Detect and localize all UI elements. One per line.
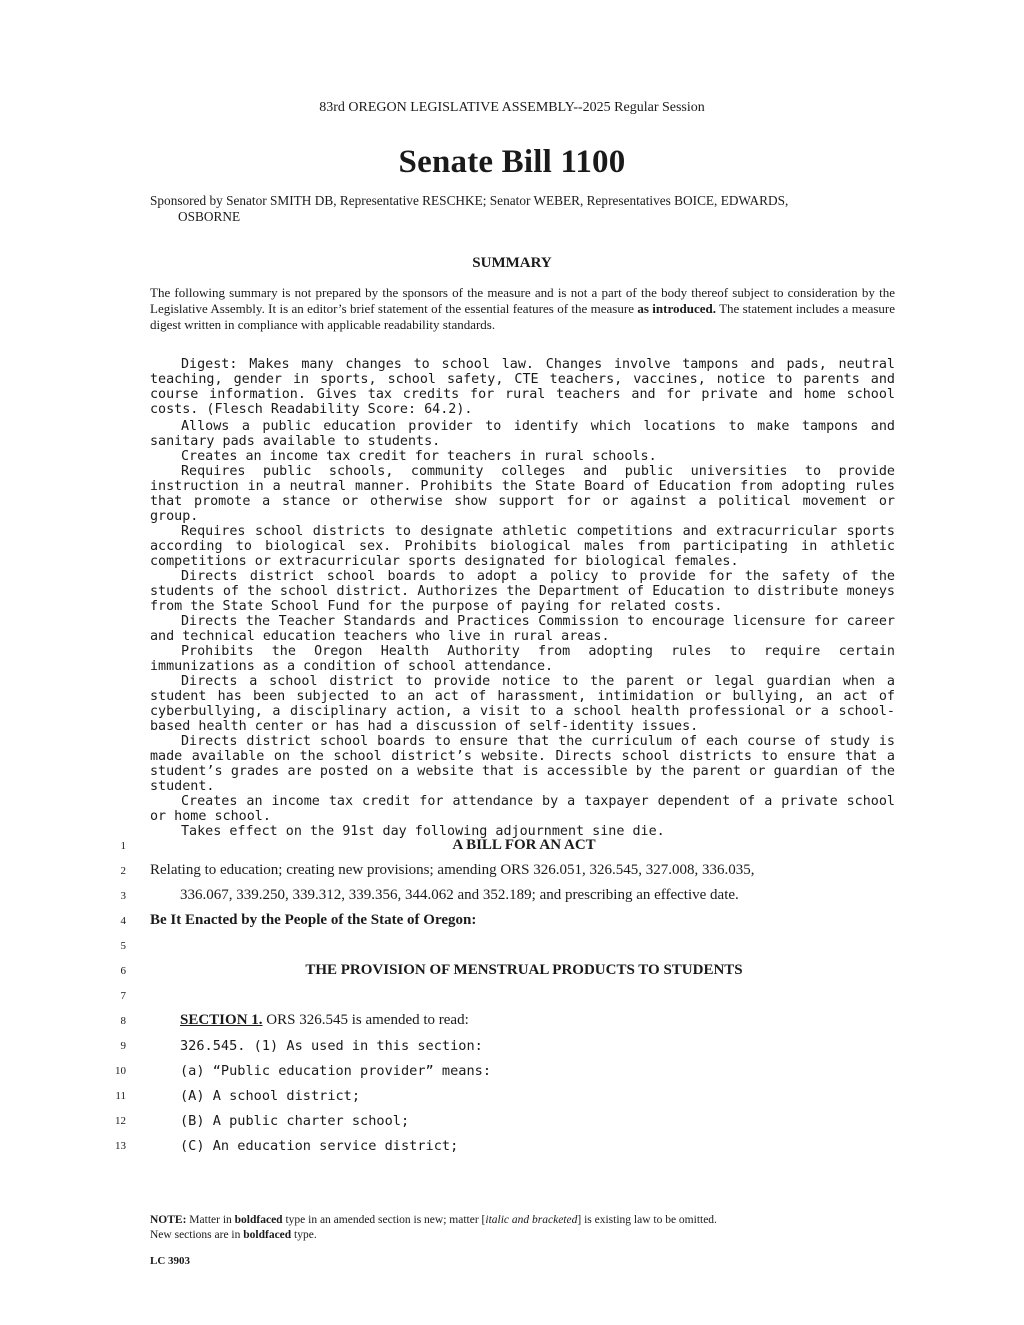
line-number: 9	[120, 1040, 126, 1052]
line-number: 10	[115, 1065, 126, 1077]
digest-paragraph: Creates an income tax credit for attendance by a taxpayer dependent of a private school or home school.	[150, 794, 895, 824]
bill-line-11: (A) A school district;	[180, 1088, 361, 1104]
bill-heading: A BILL FOR AN ACT	[452, 837, 596, 853]
summary-intro	[150, 285, 895, 333]
note-italic: italic and bracketed	[485, 1214, 578, 1226]
session-header: 83rd OREGON LEGISLATIVE ASSEMBLY--2025 Regular Session	[319, 100, 705, 115]
section-text: ORS 326.545 is amended to read:	[262, 1012, 469, 1028]
line-number: 13	[115, 1140, 126, 1152]
summary-heading: SUMMARY	[472, 255, 552, 271]
digest-paragraph: Directs a school district to provide notice to the parent or legal guardian when a student has been subjected to an act of harassment, intimidation or bullying, an act of cyberbullying, a disciplinary action, a visit to a school health professional or a school-based health center or has had a discussion of self-identity issues.	[150, 674, 895, 734]
note-text: Matter in	[186, 1214, 235, 1226]
note-text: ] is existing law to be omitted.	[577, 1214, 717, 1226]
summary-intro-text-b: The statement includes a measure digest written in compliance with applicable readability standards.	[150, 301, 896, 332]
note-text: type in an amended section is new; matter [	[282, 1214, 486, 1226]
digest-paragraph: Takes effect on the 91st day following adjournment sine die.	[181, 824, 665, 839]
note-text: type.	[291, 1229, 317, 1241]
footnote-line-1	[150, 1213, 910, 1228]
digest-paragraph: Allows a public education provider to identify which locations to make tampons and sanitary pads available to students.	[150, 419, 895, 449]
line-number: 6	[120, 965, 126, 977]
sponsors-line-1: Sponsored by Senator SMITH DB, Representative RESCHKE; Senator WEBER, Representatives BOICE, EDWARDS,	[150, 193, 789, 208]
line-number: 8	[120, 1015, 126, 1027]
digest-paragraph: Digest: Makes many changes to school law. Changes involve tampons and pads, neutral teaching, gender in sports, school safety, CTE teachers, vaccines, notice to parents and course information. Gives tax credits for rural teachers and for private and home school costs. (Flesch Readability Score: 64.2).	[150, 357, 895, 417]
digest-paragraph: Directs district school boards to adopt a policy to provide for the safety of the students of the school district. Authorizes the Department of Education to distribute moneys from the State School Fund for the purpose of paying for related costs.	[150, 569, 895, 614]
bill-title: Senate Bill 1100	[398, 144, 626, 180]
bill-line-12: (B) A public charter school;	[180, 1113, 410, 1129]
line-number: 1	[120, 840, 126, 852]
note-bold: boldfaced	[243, 1229, 292, 1241]
section-1-line	[180, 1012, 469, 1029]
line-number: 3	[120, 890, 126, 902]
line-number: 5	[120, 940, 126, 952]
line-number: 4	[120, 915, 126, 927]
digest-paragraph: Requires public schools, community colleges and public universities to provide instruction in a neutral manner. Prohibits the State Board of Education from adopting rules that promote a stance or otherwise show support for or against a political movement or group.	[150, 464, 895, 524]
relating-line-2: 336.067, 339.250, 339.312, 339.356, 344.062 and 352.189; and prescribing an effective date.	[180, 887, 739, 903]
digest	[150, 357, 895, 839]
note-text: New sections are in	[150, 1229, 244, 1241]
digest-paragraph: Directs the Teacher Standards and Practices Commission to encourage licensure for career and technical education teachers who live in rural areas.	[150, 614, 895, 644]
line-number: 12	[115, 1115, 126, 1127]
bill-line-10: (a) “Public education provider” means:	[180, 1063, 491, 1079]
section-heading: THE PROVISION OF MENSTRUAL PRODUCTS TO STUDENTS	[305, 962, 743, 978]
relating-line-1: Relating to education; creating new provisions; amending ORS 326.051, 326.545, 327.008, 336.035,	[150, 862, 755, 878]
enacting-clause: Be It Enacted by the People of the State of Oregon:	[150, 912, 477, 928]
digest-paragraph: Prohibits the Oregon Health Authority from adopting rules to require certain immunizations as a condition of school attendance.	[150, 644, 895, 674]
section-label: SECTION 1.	[180, 1012, 263, 1028]
footnote-line-2	[150, 1228, 910, 1243]
digest-paragraph: Directs district school boards to ensure that the curriculum of each course of study is made available on the school district’s website. Directs school districts to ensure that a student’s grades are posted on a website that is accessible by the parent or guardian of the student.	[150, 734, 895, 794]
line-number: 7	[120, 990, 126, 1002]
bill-line-13: (C) An education service district;	[180, 1138, 459, 1154]
sponsors	[150, 193, 898, 225]
bill-line-9: 326.545. (1) As used in this section:	[180, 1038, 483, 1054]
footnote	[150, 1213, 910, 1243]
note-bold: boldfaced	[234, 1214, 283, 1226]
lc-number: LC 3903	[150, 1255, 191, 1267]
digest-paragraph: Creates an income tax credit for teachers in rural schools.	[181, 449, 657, 464]
note-label: NOTE:	[150, 1214, 187, 1226]
summary-intro-bold: as introduced.	[637, 301, 716, 316]
sponsors-line-2: OSBORNE	[178, 209, 241, 224]
line-number: 2	[120, 865, 126, 877]
summary-intro-text-a: The following summary is not prepared by the sponsors of the measure and is not a part of the body thereof subject to consideration by the Legislative Assembly. It is an editor’s brief statement of the essential features of the measure	[150, 285, 895, 316]
line-number: 11	[115, 1090, 126, 1102]
digest-paragraph: Requires school districts to designate athletic competitions and extracurricular sports according to biological sex. Prohibits biological males from participating in athletic competitions or extracurricular sports designated for biological females.	[150, 524, 895, 569]
